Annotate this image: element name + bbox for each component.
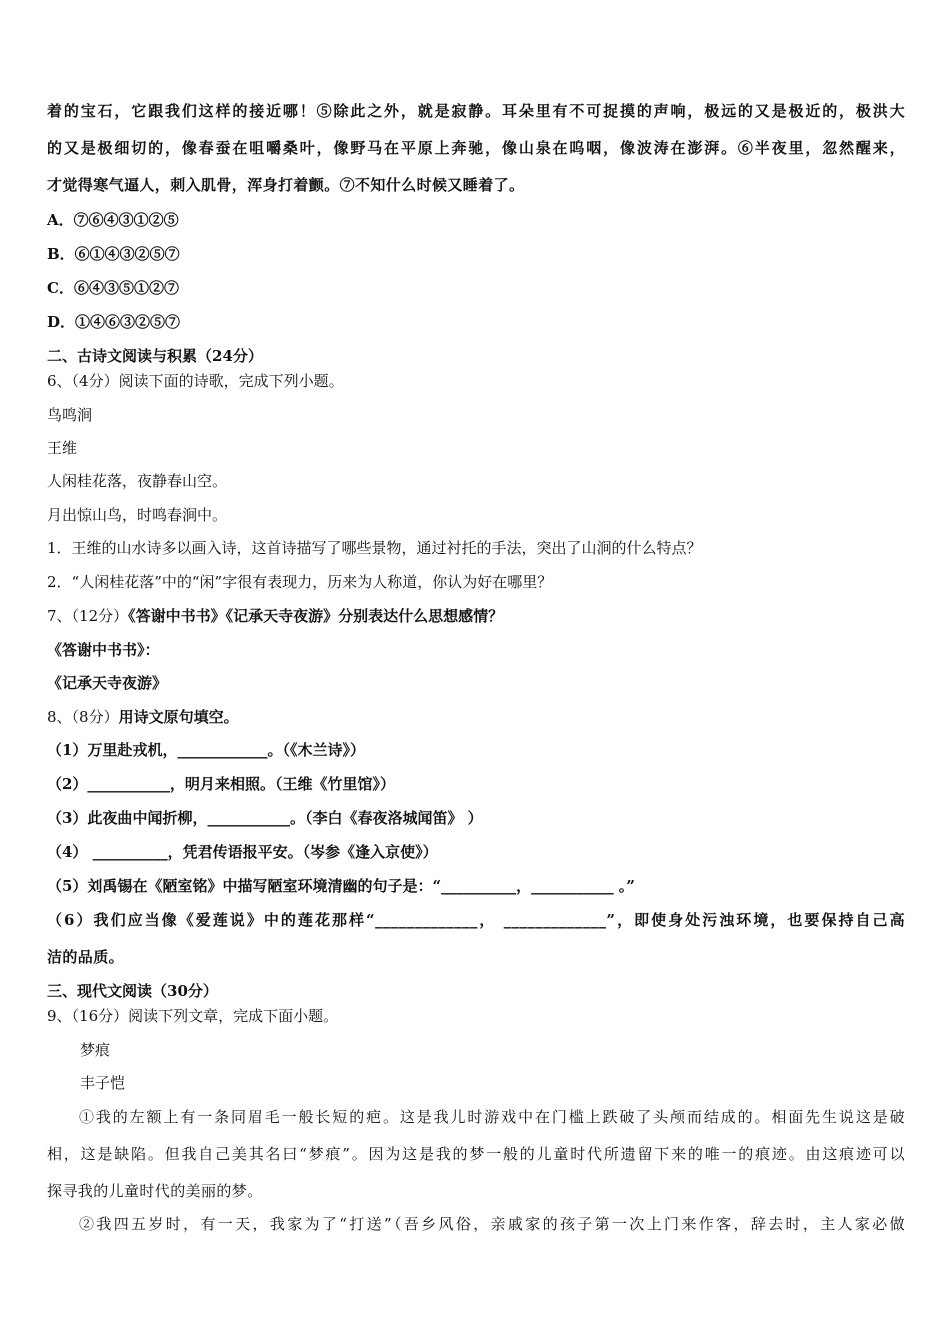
article-line: ①我的左额上有一条同眉毛一般长短的疤。这是我儿时游戏中在门槛上跌破了头颅而结成的。相面先生说这是破 bbox=[79, 1108, 905, 1126]
section-3-title: 三、现代文阅读（30分） bbox=[47, 982, 218, 1000]
q8-item-6 bbox=[47, 910, 905, 984]
q7-prefix: 7、（12分） bbox=[47, 607, 129, 625]
q6-stem: 6、（4分）阅读下面的诗歌，完成下列小题。 bbox=[47, 372, 344, 390]
poem-line: 月出惊山鸟，时鸣春涧中。 bbox=[47, 506, 228, 524]
section-2-title: 二、古诗文阅读与积累（24分） bbox=[47, 347, 263, 365]
q5-passage-line: 着的宝石，它跟我们这样的接近哪！⑤除此之外，就是寂静。耳朵里有不可捉摸的声响，极远的又是极近的，极洪大 bbox=[47, 102, 905, 120]
q8-item-5: （5）刘禹锡在《陋室铭》中描写陋室环境清幽的句子是：“__________，___________ 。” bbox=[47, 877, 635, 895]
q7-answer-label-2: 《记承天寺夜游》 bbox=[47, 674, 168, 692]
q8-prefix: 8、（8分） bbox=[47, 708, 119, 726]
q6-subquestion-2: 2．“人闲桂花落”中的“闲”字很有表现力，历来为人称道，你认为好在哪里？ bbox=[47, 573, 553, 591]
poem-line: 人闲桂花落，夜静春山空。 bbox=[47, 472, 228, 490]
article-paragraph-1 bbox=[47, 1107, 905, 1218]
q8-item-6-line: 洁的品质。 bbox=[47, 948, 125, 966]
q5-option-b: B．⑥①④③②⑤⑦ bbox=[47, 245, 180, 263]
q8-item-6-line: （6）我们应当像《爱莲说》中的莲花那样“_____________， _____________”，即使身处污浊环境，也要保持自己高 bbox=[47, 911, 905, 929]
article-author: 丰子恺 bbox=[80, 1074, 126, 1092]
q8-item-4: （4） __________，凭君传语报平安。（岑参《逢入京使》） bbox=[47, 843, 438, 861]
article-title: 梦痕 bbox=[80, 1041, 111, 1059]
q7-stem: 《答谢中书书》《记承天寺夜游》分别表达什么思想感情？ bbox=[128, 607, 504, 625]
q7-question bbox=[47, 606, 503, 626]
q5-option-d: D．①④⑥③②⑤⑦ bbox=[47, 313, 181, 331]
q8-item-3: （3）此夜曲中闻折柳，___________。（李白《春夜洛城闻笛》 ） bbox=[47, 809, 483, 827]
q8-stem: 用诗文原句填空。 bbox=[118, 708, 239, 726]
article-line: ②我四五岁时，有一天，我家为了“打送”（吾乡风俗，亲戚家的孩子第一次上门来作客，辞去时，主人家必做 bbox=[79, 1215, 905, 1233]
q5-option-a: A．⑦⑥④③①②⑤ bbox=[47, 211, 179, 229]
q8-item-2: （2）___________，明月来相照。（王维《竹里馆》） bbox=[47, 775, 395, 793]
poem-author: 王维 bbox=[47, 439, 78, 457]
q6-subquestion-1: 1．王维的山水诗多以画入诗，这首诗描写了哪些景物，通过衬托的手法，突出了山涧的什么特点？ bbox=[47, 539, 702, 557]
article-paragraph-2 bbox=[47, 1214, 905, 1251]
poem-title: 鸟鸣涧 bbox=[47, 406, 93, 424]
q9-stem: 9、（16分）阅读下列文章，完成下面小题。 bbox=[47, 1007, 339, 1025]
article-line: 探寻我的儿童时代的美丽的梦。 bbox=[47, 1182, 263, 1200]
q8-item-1: （1）万里赴戎机，____________。（《木兰诗》） bbox=[47, 741, 365, 759]
q8-question bbox=[47, 707, 239, 727]
q5-option-c: C．⑥④③⑤①②⑦ bbox=[47, 279, 179, 297]
q5-passage-line: 才觉得寒气逼人，刺入肌骨，浑身打着颤。⑦不知什么时候又睡着了。 bbox=[47, 176, 525, 194]
q7-answer-label-1: 《答谢中书书》： bbox=[47, 641, 160, 659]
q5-passage-tail bbox=[47, 101, 905, 212]
q5-passage-line: 的又是极细切的，像春蚕在咀嚼桑叶，像野马在平原上奔驰，像山泉在呜咽，像波涛在澎湃。⑥半夜里，忽然醒来， bbox=[47, 139, 905, 157]
article-line: 相，这是缺陷。但我自己美其名曰“梦痕”。因为这是我的梦一般的儿童时代所遗留下来的唯一的痕迹。由这痕迹可以 bbox=[47, 1145, 905, 1163]
